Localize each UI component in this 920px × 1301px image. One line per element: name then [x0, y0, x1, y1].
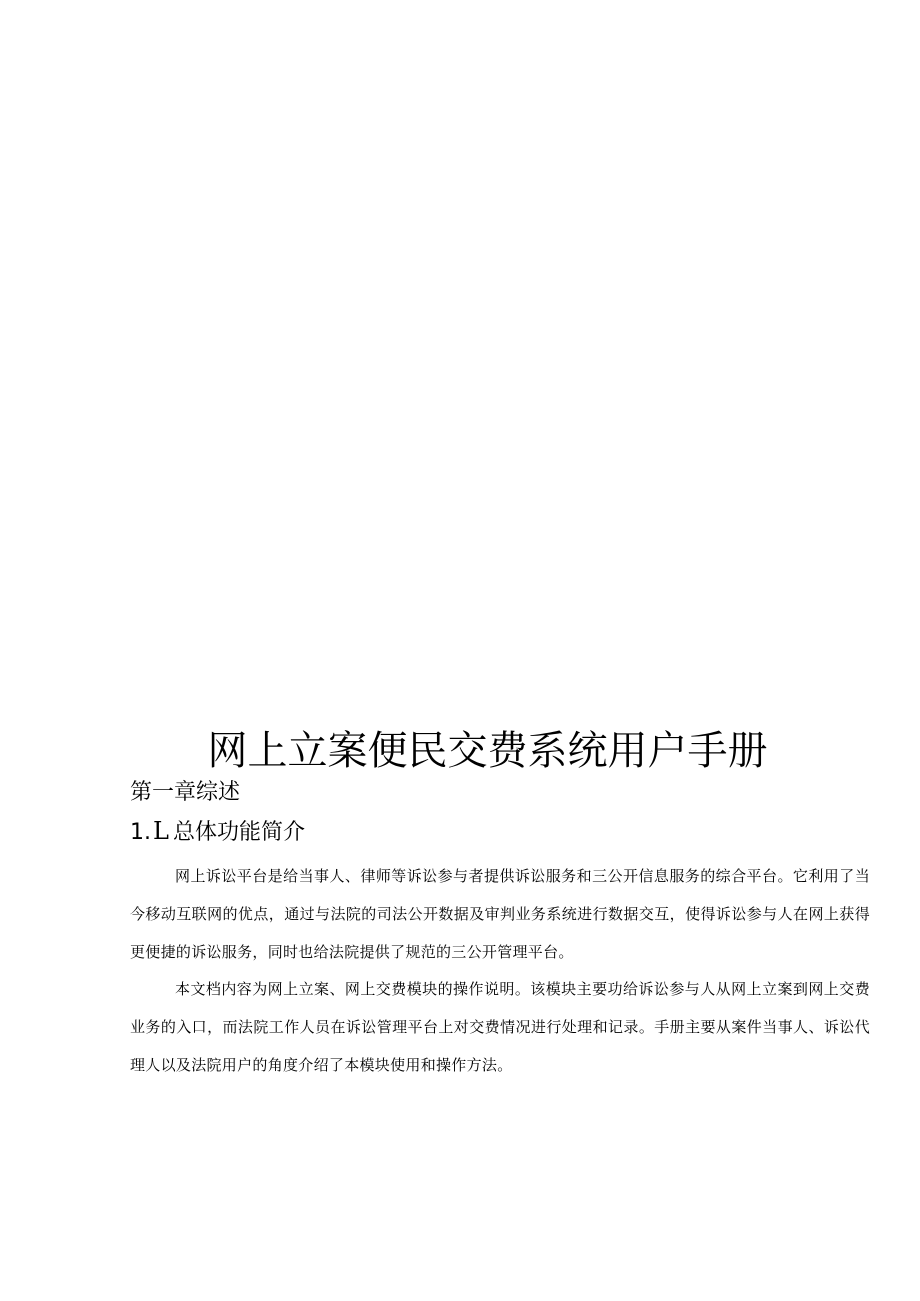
body-paragraph-scope: 本文档内容为网上立案、网上交费模块的操作说明。该模块主要功给诉讼参与人从网上立案到网上交费业务的入口，而法院工作人员在诉讼管理平台上对交费情况进行处理和记录。手册主要从案件当事人、诉讼代理人以及法院用户的角度介绍了本模块使用和操作方法。	[130, 980, 870, 1074]
chapter-heading: 第一章综述	[130, 780, 241, 805]
body-paragraph-overview: 网上诉讼平台是给当事人、律师等诉讼参与者提供诉讼服务和三公开信息服务的综合平台。它利用了当今移动互联网的优点，通过与法院的司法公开数据及审判业务系统进行数据交互，使得诉讼参与人在网上获得更便捷的诉讼服务，同时也给法院提供了规范的三公开管理平台。	[130, 867, 870, 961]
section-heading	[130, 814, 305, 850]
section-title: 总体功能简介	[172, 820, 305, 845]
section-number-letter: L	[153, 817, 169, 845]
section-number: 1.	[130, 820, 151, 845]
document-title: 网上立案便民交费系统用户手册	[207, 728, 768, 774]
